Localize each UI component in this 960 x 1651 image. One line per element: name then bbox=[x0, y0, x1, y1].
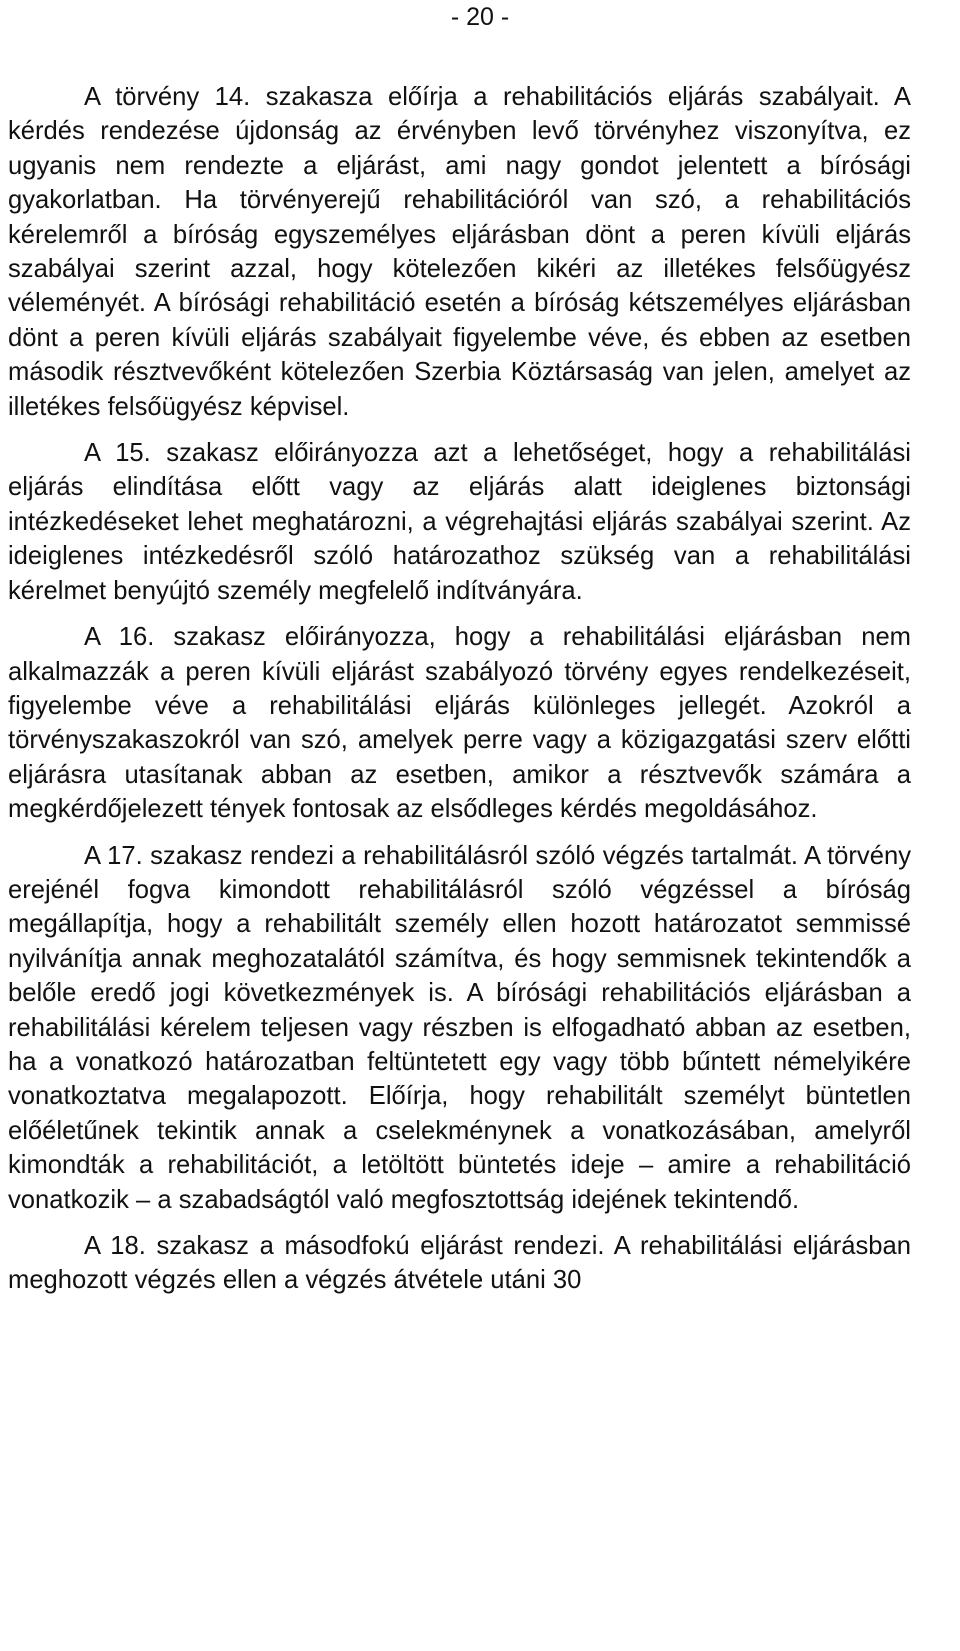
document-body bbox=[8, 80, 911, 1310]
page-number: - 20 - bbox=[450, 3, 510, 31]
paragraph-section-17: A 17. szakasz rendezi a rehabilitálásról szóló végzés tartalmát. A törvény erejénél fogva kimondott rehabilitálásról szóló végzéssel a bíróság megállapítja, hogy a rehabilitált személy ellen hozott határozatot semmissé nyilvánítja annak meghozatalától számítva, és hogy semmisnek tekintendők a belőle eredő jogi következmények is. A bírósági rehabilitációs eljárásban a rehabilitálási kérelem teljesen vagy részben is elfogadható abban az esetben, ha a vonatkozó határozatban feltüntetett egy vagy több bűntett némelyikére vonatkoztatva megalapozott. Előírja, hogy rehabilitált személyt büntetlen előéletűnek tekintik annak a cselekménynek a vonatkozásában, amelyről kimondták a rehabilitációt, a letöltött büntetés ideje – amire a rehabilitáció vonatkozik – a szabadságtól való megfosztottság idejének tekintendő. bbox=[8, 841, 911, 1214]
paragraph-section-16: A 16. szakasz előirányozza, hogy a rehabilitálási eljárásban nem alkalmazzák a peren kívüli eljárást szabályozó törvény egyes rendelkezéseit, figyelembe véve a rehabilitálási eljárás különleges jellegét. Azokról a törvényszakaszokról van szó, amelyek perre vagy a közigazgatási szerv előtti eljárásra utasítanak abban az esetben, amikor a résztvevők számára a megkérdőjelezett tények fontosak az elsődleges kérdés megoldásához. bbox=[8, 623, 911, 824]
paragraph-section-15: A 15. szakasz előirányozza azt a lehetőséget, hogy a rehabilitálási eljárás elindítása előtt vagy az eljárás alatt ideiglenes biztonsági intézkedéseket lehet meghatározni, a végrehajtási eljárás szabályai szerint. Az ideiglenes intézkedésről szóló határozathoz szükség van a rehabilitálási kérelmet benyújtó személy megfelelő indítványára. bbox=[8, 439, 911, 605]
paragraph-section-18: A 18. szakasz a másodfokú eljárást rendezi. A rehabilitálási eljárásban meghozott végzés ellen a végzés átvétele utáni 30 bbox=[8, 1232, 911, 1295]
paragraph-section-14: A törvény 14. szakasza előírja a rehabilitációs eljárás szabályait. A kérdés rendezése újdonság az érvényben levő törvényhez viszonyítva, ez ugyanis nem rendezte a eljárást, ami nagy gondot jelentett a bírósági gyakorlatban. Ha törvényerejű rehabilitációról van szó, a rehabilitációs kérelemről a bíróság egyszemélyes eljárásban dönt a peren kívüli eljárás szabályai szerint azzal, hogy kötelezően kikéri az illetékes felsőügyész véleményét. A bírósági rehabilitáció esetén a bíróság kétszemélyes eljárásban dönt a peren kívüli eljárás szabályait figyelembe véve, és ebben az esetben második résztvevőként kötelezően Szerbia Köztársaság van jelen, amelyet az illetékes felsőügyész képvisel. bbox=[8, 83, 911, 421]
